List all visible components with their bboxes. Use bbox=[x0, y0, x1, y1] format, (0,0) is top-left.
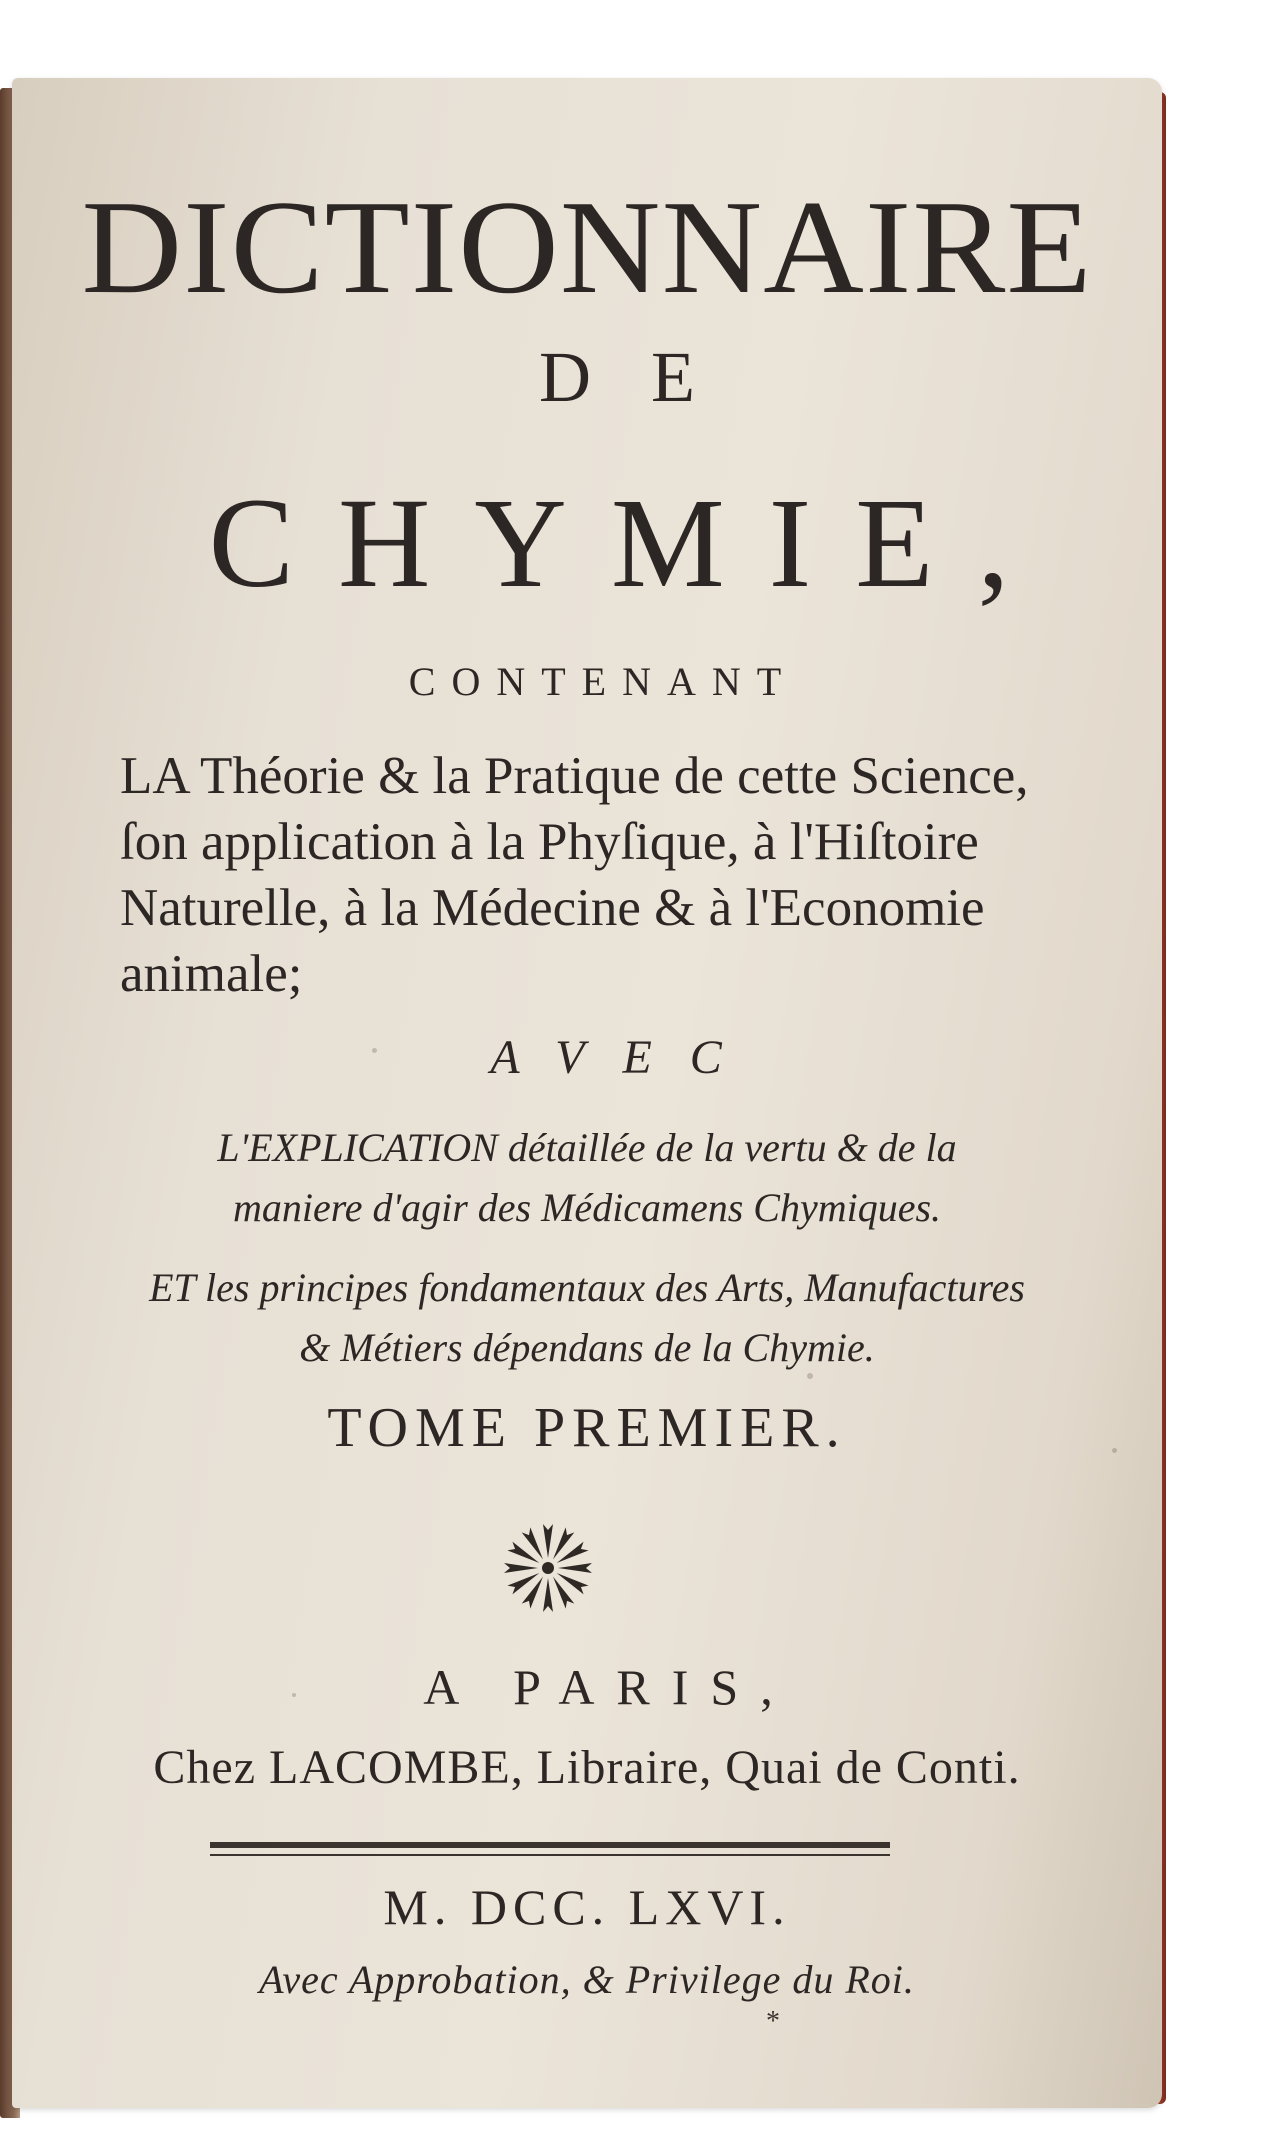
description-paragraph bbox=[120, 743, 1120, 1007]
imprint-city: A PARIS, bbox=[423, 1659, 795, 1715]
explication-line: L'EXPLICATION détaillée de la vertu & de la bbox=[217, 1125, 957, 1170]
explication-line: maniere d'agir des Médicamens Chymiques. bbox=[232, 1185, 942, 1230]
principes-line: ET les principes fondamentaux des Arts, Manufactures bbox=[149, 1265, 1025, 1310]
description-line: animale; bbox=[120, 945, 303, 1003]
title-page bbox=[12, 78, 1162, 2108]
description-line: Naturelle, à la Médecine & à l'Economie bbox=[120, 879, 985, 937]
title-de: DE bbox=[539, 337, 755, 417]
imprint-rule-thin bbox=[210, 1854, 890, 1856]
fleuron-ornament-icon bbox=[498, 1518, 598, 1618]
principes-line: & Métiers dépendans de la Chymie. bbox=[299, 1325, 875, 1370]
principes-block bbox=[12, 1258, 1162, 1378]
explication-block bbox=[12, 1118, 1162, 1238]
contenant-heading: CONTENANT bbox=[408, 659, 798, 704]
description-line: LA Théorie & la Pratique de cette Science, bbox=[120, 747, 1029, 805]
imprint-rule-thick bbox=[210, 1842, 890, 1848]
book-title: DICTIONNAIRE bbox=[81, 173, 1093, 321]
description-line: ſon application à la Phyſique, à l'Hiſtoire bbox=[120, 813, 979, 871]
imprint-publisher: Chez LACOMBE, Libraire, Quai de Conti. bbox=[153, 1741, 1021, 1794]
signature-mark: * bbox=[766, 2006, 780, 2037]
avec-heading: AVEC bbox=[490, 1031, 760, 1084]
imprint-year: M. DCC. LXVI. bbox=[383, 1879, 791, 1935]
title-subject: CHYMIE, bbox=[208, 472, 1054, 614]
volume-label: TOME PREMIER. bbox=[327, 1397, 847, 1459]
privilege-line: Avec Approbation, & Privilege du Roi. bbox=[259, 1957, 915, 2002]
